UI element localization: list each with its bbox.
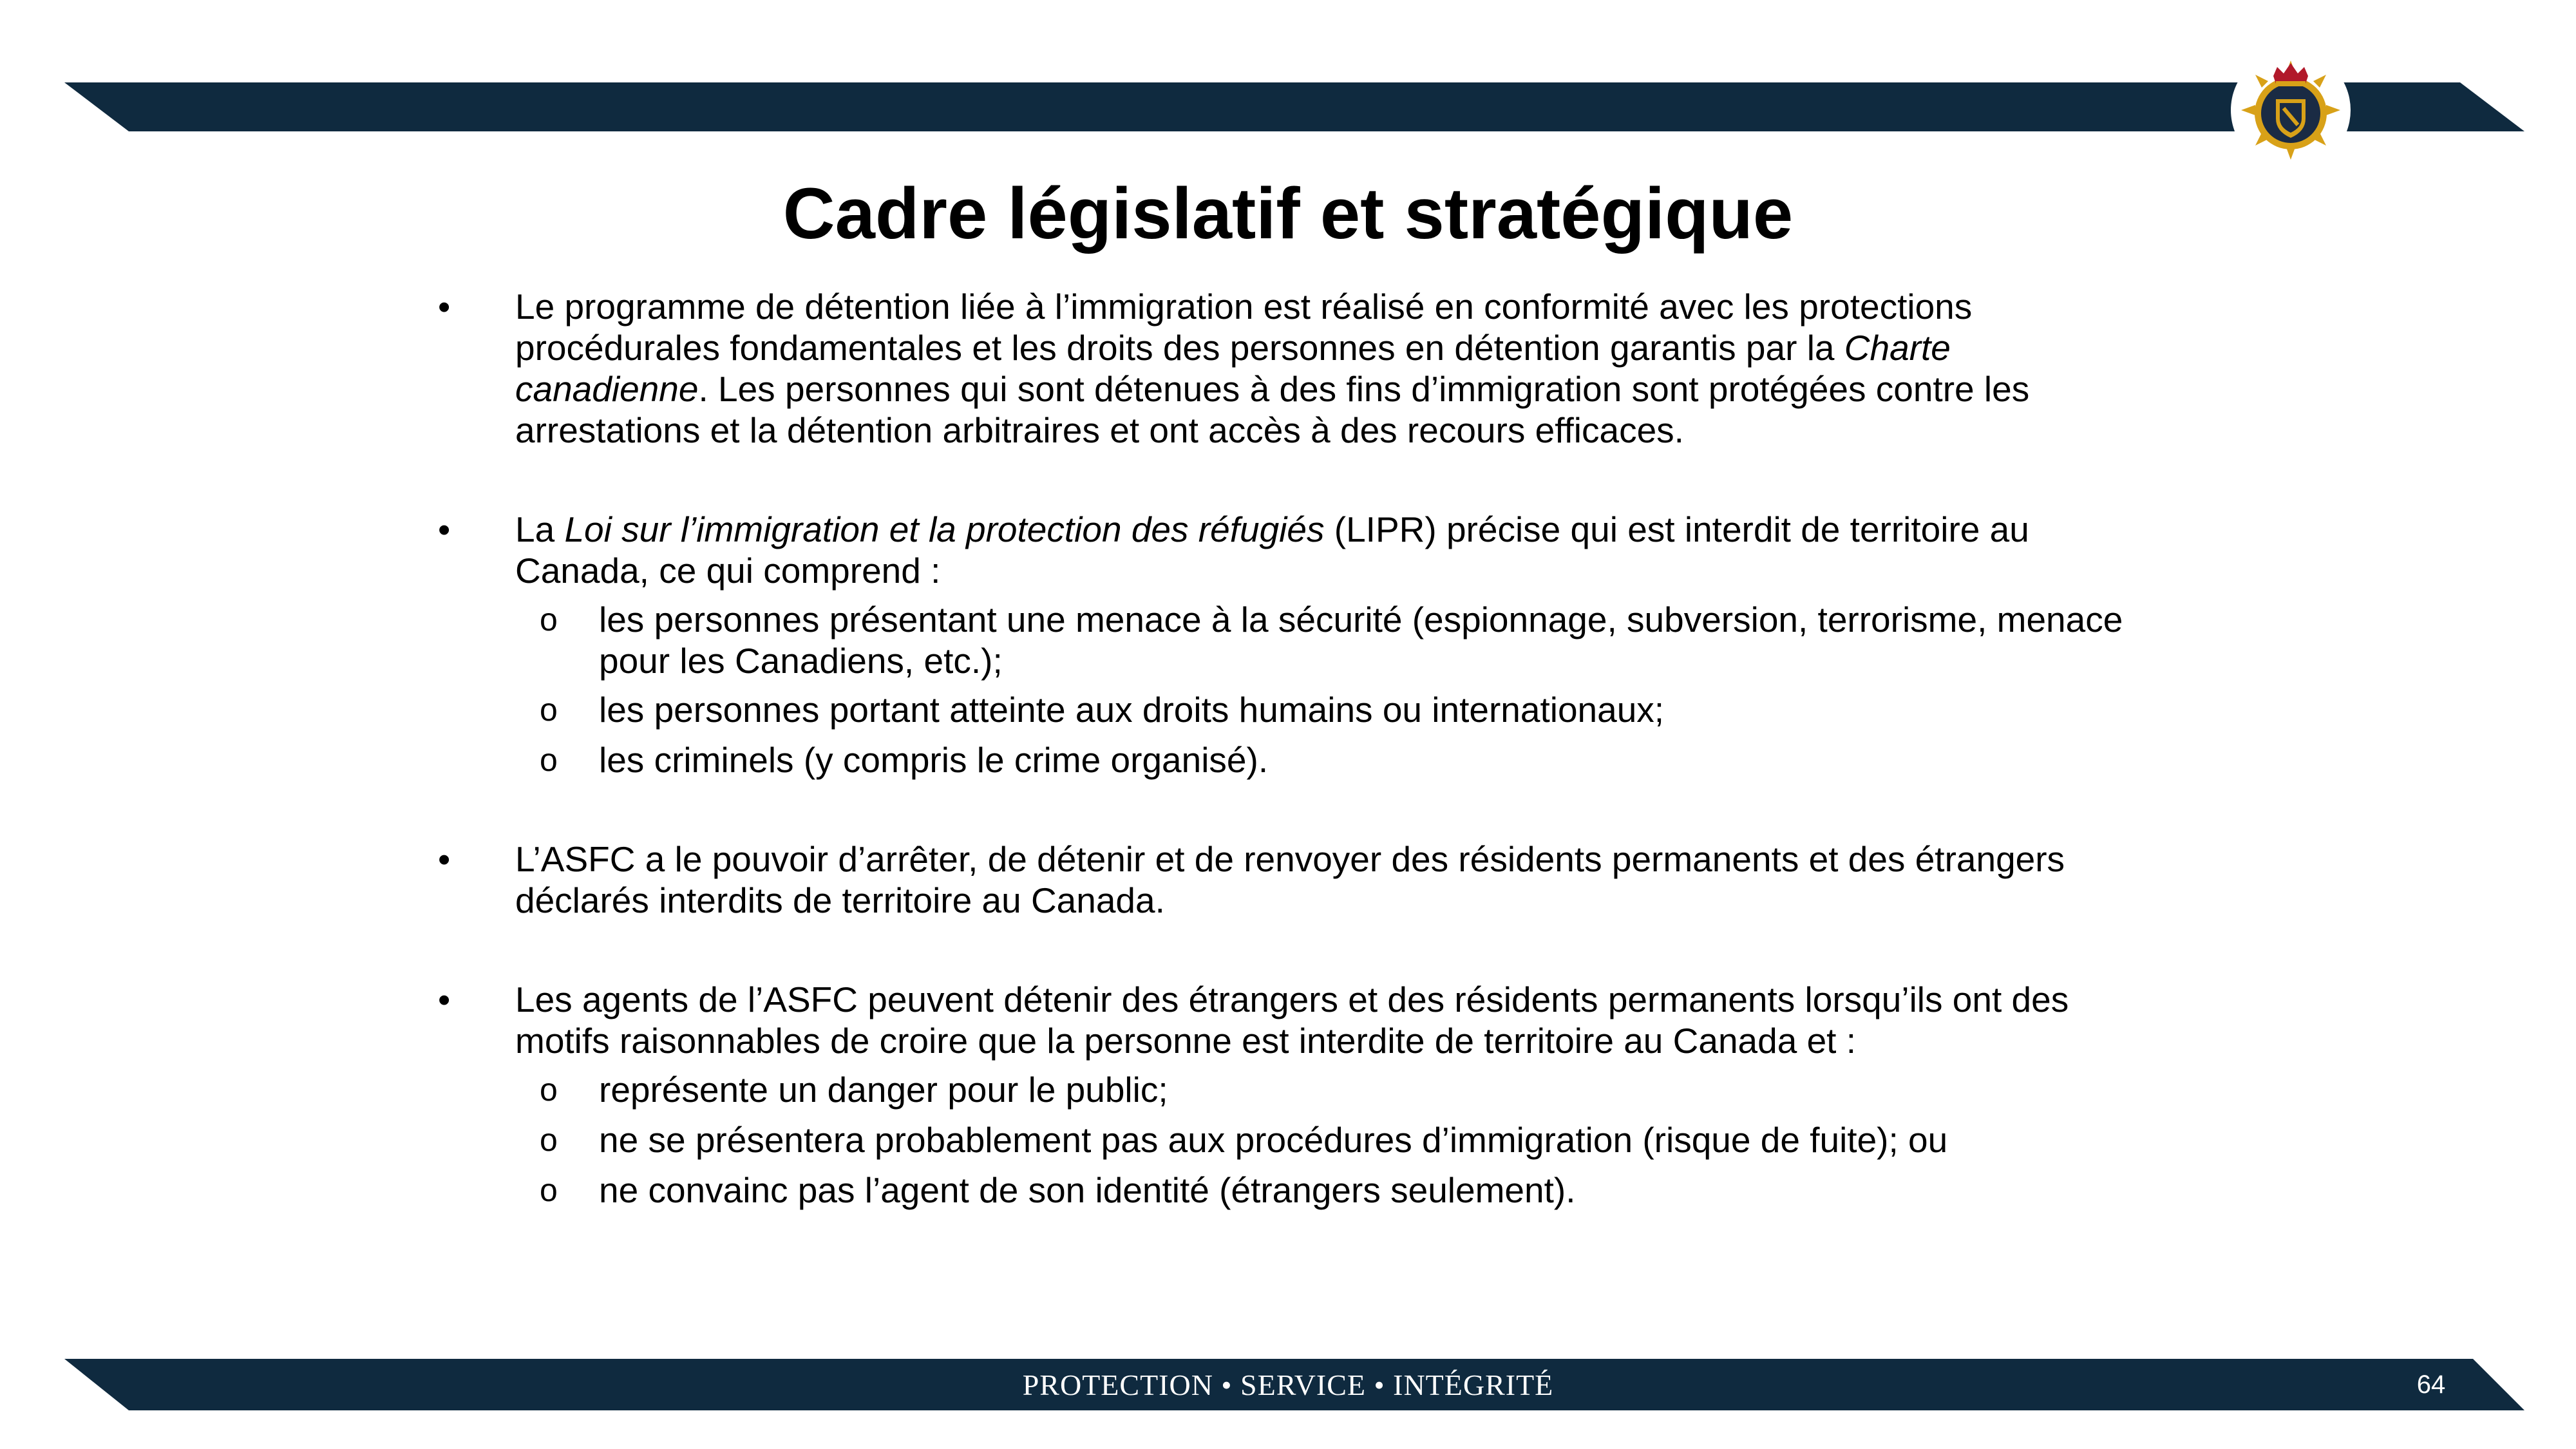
sub-bullet-marker: o	[540, 692, 558, 728]
bullet-irpa	[515, 509, 2151, 591]
sub-bullet-item: les personnes présentant une menace à la sécurité (espionnage, subversion, terrorisme, menace pour les Canadiens, etc.);	[599, 600, 2123, 681]
sub-bullet-item: les criminels (y compris le crime organisé).	[599, 740, 1269, 780]
bullet-irpa-text-part1: La	[515, 509, 565, 549]
bullet-marker: •	[438, 509, 451, 549]
sub-bullet-item: les personnes portant atteinte aux droits humains ou internationaux;	[599, 690, 1665, 730]
sub-bullet-marker: o	[540, 601, 558, 638]
bullet-charter-text-part1: Le programme de détention liée à l’immigration est réalisé en conformité avec les protections procédurales fondamentales et les droits des personnes en détention garantis par la	[515, 287, 1973, 368]
page-number: 64	[2416, 1370, 2446, 1399]
bullet-irpa-text-part2: (LIPR) précise qui est interdit de territoire au Canada, ce qui comprend :	[515, 509, 2029, 591]
bullet-charter-italic: Charte canadienne	[515, 328, 1951, 409]
bullet-charter	[515, 286, 2151, 451]
slide-title: Cadre législatif et stratégique	[782, 173, 1794, 254]
sub-bullet-item: ne se présentera probablement pas aux procédures d’immigration (risque de fuite); ou	[599, 1120, 1948, 1160]
bullet-cbsa-powers: L’ASFC a le pouvoir d’arrêter, de détenir et de renvoyer des résidents permanents et des étrangers déclarés interdits de territoire au Canada.	[515, 839, 2065, 920]
sub-bullet-marker: o	[540, 1172, 558, 1208]
sub-bullet-marker: o	[540, 1072, 558, 1108]
bullet-charter-text-part2: . Les personnes qui sont détenues à des fins d’immigration sont protégées contre les arrestations et la détention arbitraires et ont accès à des recours efficaces.	[515, 369, 2030, 450]
sub-bullet-item: représente un danger pour le public;	[599, 1070, 1168, 1110]
bullet-marker: •	[438, 287, 451, 327]
footer-motto: PROTECTION • SERVICE • INTÉGRITÉ	[1022, 1368, 1554, 1401]
bullet-marker: •	[438, 980, 451, 1019]
sub-bullet-item: ne convainc pas l’agent de son identité (étrangers seulement).	[599, 1170, 1576, 1210]
sub-bullet-marker: o	[540, 1122, 558, 1158]
sub-bullet-marker: o	[540, 742, 558, 778]
bullet-irpa-italic: Loi sur l’immigration et la protection des réfugiés	[564, 509, 1325, 549]
bullet-marker: •	[438, 839, 451, 879]
bullet-detention-grounds: Les agents de l’ASFC peuvent détenir des étrangers et des résidents permanents lorsqu’ils ont des motifs raisonnables de croire que la personne est interdite de territoire au Canada et :	[515, 980, 2069, 1061]
